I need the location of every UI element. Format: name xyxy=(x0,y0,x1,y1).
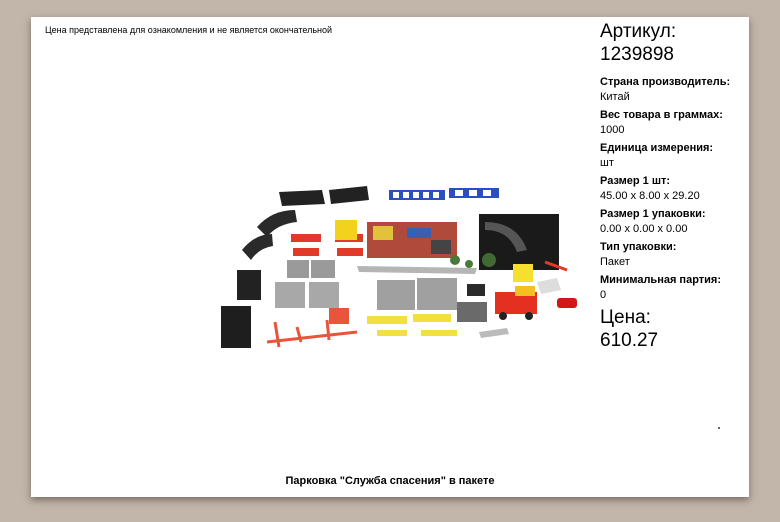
spec-label: Размер 1 шт: xyxy=(600,175,671,187)
spec-pack-type xyxy=(600,241,750,269)
spec-weight xyxy=(600,109,750,137)
spec-value: Китай xyxy=(600,91,630,103)
article-label: Артикул: xyxy=(600,21,677,42)
spec-label: Минимальная партия: xyxy=(600,274,721,286)
spec-value: 45.00 x 8.00 x 29.20 xyxy=(600,190,700,202)
stray-dot xyxy=(718,427,720,429)
spec-value: шт xyxy=(600,157,614,169)
spec-item-size xyxy=(600,175,750,203)
article-value: 1239898 xyxy=(600,44,674,65)
spec-label: Страна производитель: xyxy=(600,76,731,88)
price-label: Цена: xyxy=(600,307,651,328)
spec-min-batch xyxy=(600,274,750,302)
price-sheet xyxy=(31,17,749,497)
spec-value: 0 xyxy=(600,289,607,301)
price-value: 610.27 xyxy=(600,330,659,351)
spec-label: Вес товара в граммах: xyxy=(600,109,723,121)
spec-country xyxy=(600,76,750,104)
spec-label: Размер 1 упаковки: xyxy=(600,208,706,220)
price-disclaimer: Цена представлена для ознакомления и не является окончательной xyxy=(45,25,333,35)
spec-value: Пакет xyxy=(600,256,630,268)
spec-label: Единица измерения: xyxy=(600,142,714,154)
spec-value: 1000 xyxy=(600,124,625,136)
spec-label: Тип упаковки: xyxy=(600,241,677,253)
product-photo xyxy=(217,182,587,354)
spec-pack-size xyxy=(600,208,750,236)
spec-unit xyxy=(600,142,750,170)
product-title: Парковка "Служба спасения" в пакете xyxy=(285,475,495,487)
spec-value: 0.00 x 0.00 x 0.00 xyxy=(600,223,688,235)
